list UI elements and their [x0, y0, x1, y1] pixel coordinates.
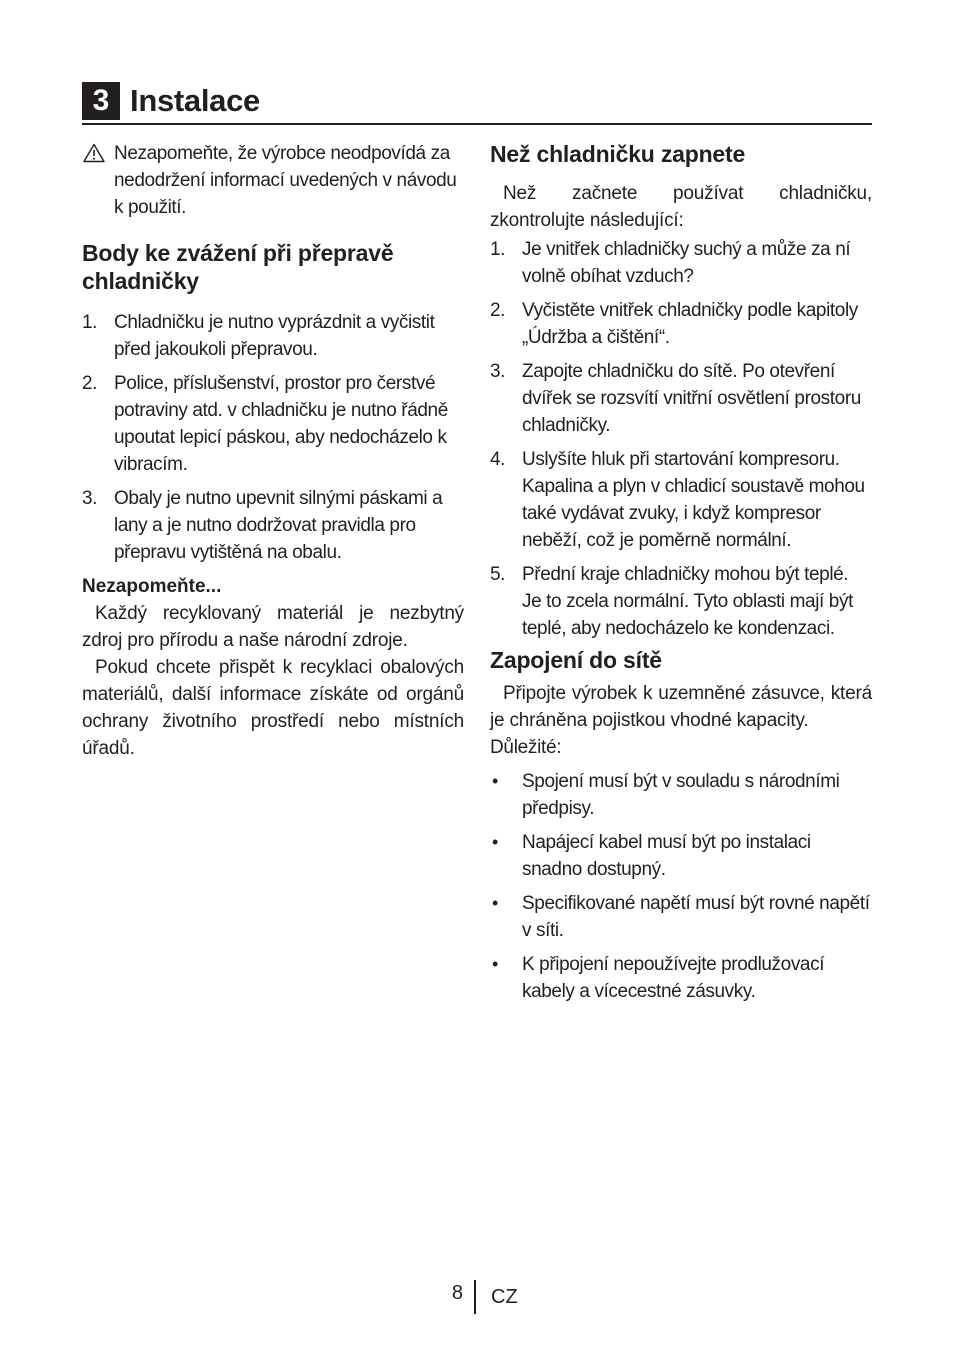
- list-item: [490, 358, 872, 439]
- item-text: Chladničku je nutno vyprázdnit a vyčistit před jakoukoli přepravou.: [114, 312, 435, 360]
- warning-triangle-icon: [83, 143, 105, 163]
- list-item: [82, 485, 464, 566]
- important-label: Důležité:: [490, 737, 562, 758]
- list-item: [490, 890, 872, 944]
- item-text: K připojení nepoužívejte prodlužovací kabely a vícecestné zásuvky.: [522, 954, 825, 1002]
- item-text: Uslyšíte hluk při startování kompresoru. Kapalina a plyn v chladicí soustavě mohou také vydávat zvuky, i když kompresor neběží, což je poměrně normální.: [522, 449, 865, 551]
- power-list: [490, 768, 872, 1005]
- left-column: [82, 140, 464, 762]
- transport-heading: Body ke zvážení při přepravě chladničky: [82, 240, 394, 294]
- warning-note-text: Nezapomeňte, že výrobce neodpovídá za nedodržení informací uvedených v návodu k použití.: [114, 143, 457, 218]
- list-item: [490, 446, 872, 554]
- language-code: CZ: [491, 1286, 518, 1308]
- list-item: [490, 236, 872, 290]
- list-item: [82, 370, 464, 478]
- before-heading: Než chladničku zapnete: [490, 141, 746, 167]
- item-number: 5.: [490, 564, 506, 585]
- item-number: 2.: [490, 300, 506, 321]
- bullet-icon: •: [492, 771, 498, 791]
- item-number: 3.: [82, 488, 98, 509]
- item-text: Vyčistěte vnitřek chladničky podle kapitoly „Údržba a čištění“.: [522, 300, 858, 348]
- item-text: Spojení musí být v souladu s národními předpisy.: [522, 771, 840, 819]
- page-number: 8: [451, 1282, 463, 1304]
- transport-list: [82, 309, 464, 566]
- bullet-icon: •: [492, 954, 498, 974]
- warning-note: [82, 140, 464, 221]
- item-text: Napájecí kabel musí být po instalaci snadno dostupný.: [522, 832, 811, 880]
- item-number: 3.: [490, 361, 506, 382]
- list-item: [490, 561, 872, 642]
- page-footer: [0, 1280, 954, 1314]
- item-text: Zapojte chladničku do sítě. Po otevření dvířek se rozsvítí vnitřní osvětlení prostoru chladničky.: [522, 361, 861, 436]
- list-item: [490, 951, 872, 1005]
- item-text: Obaly je nutno upevnit silnými páskami a lany a je nutno dodržovat pravidla pro přepravu vytištěná na obalu.: [114, 488, 443, 563]
- remember-heading: Nezapomeňte...: [82, 576, 222, 597]
- section-number: 3: [82, 82, 120, 120]
- bullet-icon: •: [492, 893, 498, 913]
- item-number: 2.: [82, 373, 98, 394]
- item-number: 1.: [490, 239, 506, 260]
- list-item: [490, 768, 872, 822]
- before-intro: Než začnete používat chladničku, zkontrolujte následující:: [490, 183, 872, 231]
- item-text: Specifikované napětí musí být rovné napětí v síti.: [522, 893, 870, 941]
- bullet-icon: •: [492, 832, 498, 852]
- footer-divider: [474, 1280, 476, 1314]
- before-list: [490, 236, 872, 642]
- list-item: [490, 297, 872, 351]
- item-text: Je vnitřek chladničky suchý a může za ní volně obíhat vzduch?: [522, 239, 851, 287]
- item-text: Přední kraje chladničky mohou být teplé. Je to zcela normální. Tyto oblasti mají být teplé, aby nedocházelo ke kondenzaci.: [522, 564, 853, 639]
- section-title: Instalace: [130, 83, 260, 118]
- item-number: 4.: [490, 449, 506, 470]
- item-number: 1.: [82, 312, 98, 333]
- item-text: Police, příslušenství, prostor pro čerstvé potraviny atd. v chladničku je nutno řádně upoutat lepicí páskou, aby nedocházelo k vibracím.: [114, 373, 448, 475]
- list-item: [82, 309, 464, 363]
- section-header: [82, 80, 872, 125]
- recycle-paragraph-1: Každý recyklovaný materiál je nezbytný zdroj pro přírodu a naše národní zdroje.: [82, 603, 464, 651]
- power-heading: Zapojení do sítě: [490, 647, 662, 673]
- right-column: [490, 140, 872, 1012]
- power-intro: Připojte výrobek k uzemněné zásuvce, která je chráněna pojistkou vhodné kapacity.: [490, 683, 872, 731]
- recycle-paragraph-2: Pokud chcete přispět k recyklaci obalových materiálů, další informace získáte od orgánů ochrany životního prostředí nebo místních úřadů.: [82, 657, 464, 759]
- list-item: [490, 829, 872, 883]
